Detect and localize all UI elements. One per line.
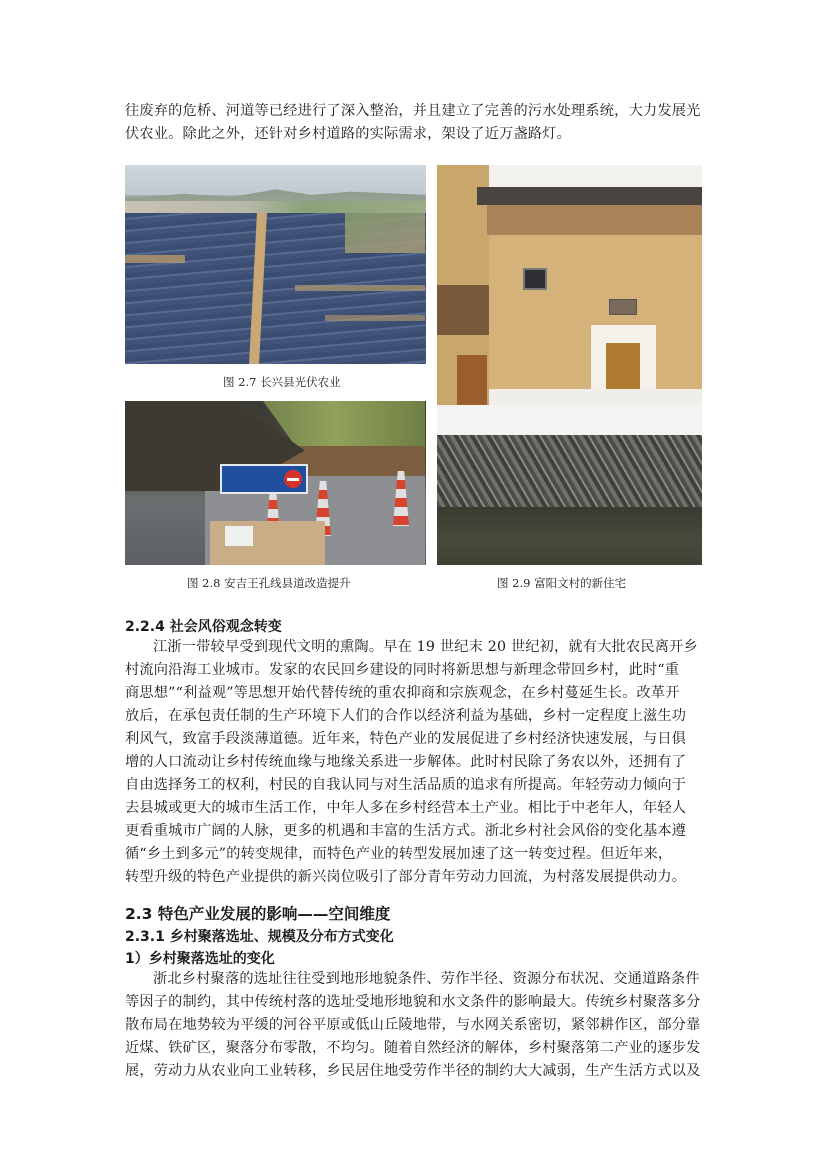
body-text-line: 散布局在地势较为平缓的河谷平原或低山丘陵地带，与水网关系密切，紧邻耕作区，部分靠 (125, 1017, 701, 1033)
figure-2-7-caption: 图 2.7 长兴县光伏农业 (223, 375, 341, 389)
stone-embankment (437, 435, 702, 507)
figure-2-9-caption: 图 2.9 富阳文村的新住宅 (497, 576, 627, 590)
railing (437, 405, 702, 437)
figure-2-8-caption: 图 2.8 安吉王孔线县道改造提升 (187, 576, 351, 590)
body-text-line: 自由选择务工的权利，村民的自我认同与对生活品质的追求有所提高。年轻劳动力倾向于 (125, 777, 687, 793)
no-entry-icon (284, 470, 302, 488)
item-heading-1: 1）乡村聚落选址的变化 (125, 951, 275, 967)
road-closed-sign (220, 464, 308, 494)
body-text-line: 更看重城市广阔的人脉，更多的机遇和丰富的生活方式。浙北乡村社会风俗的变化基本遵 (125, 823, 687, 839)
balcony (437, 285, 489, 335)
body-text-line: 等因子的制约，其中传统村落的选址受地形地貌和水文条件的影响最大。传统乡村聚落多分 (125, 994, 701, 1010)
wooden-eave (487, 205, 702, 235)
figure-2-7-image (125, 165, 426, 364)
body-text-line: 商思想”“利益观”等思想开始代替传统的重农抑商和宗族观念，在乡村蔓延生长。改革开 (125, 685, 680, 701)
body-text-line: 循“乡土到多元”的转变规律，而特色产业的转型发展加速了这一转变过程。但近年来， (125, 846, 673, 862)
window (523, 268, 547, 290)
section-heading-2-2-4: 2.2.4 社会风俗观念转变 (125, 619, 282, 635)
side-door (457, 355, 487, 410)
body-text-line: 放后，在承包责任制的生产环境下人们的合作以经济利益为基础，乡村一定程度上滋生功 (125, 708, 687, 724)
body-text-line: 展，劳动力从农业向工业转移，乡民居住地受劳作半径的制约大大减弱，生产生活方式以及 (125, 1063, 701, 1079)
body-text-line: 利风气，致富手段淡薄道德。近年来，特色产业的发展促进了乡村经济快速发展，与日俱 (125, 731, 687, 747)
body-text-line: 浙北乡村聚落的选址往往受到地形地貌条件、劳作半径、资源分布状况、交通道路条件 (153, 971, 700, 987)
figure-2-8-image (125, 401, 426, 565)
box (225, 526, 253, 546)
dirt-strip (325, 315, 425, 321)
vent-window (609, 299, 637, 315)
green-field (345, 213, 425, 253)
body-text-line: 村流向沿海工业城市。发家的农民回乡建设的同时将新思想与新理念带回乡村，此时“重 (125, 662, 680, 678)
figure-2-9-image (437, 165, 702, 565)
section-heading-2-3: 2.3 特色产业发展的影响——空间维度 (125, 905, 391, 923)
body-text-line: 伏农业。除此之外，还针对乡村道路的实际需求，架设了近万盏路灯。 (125, 126, 572, 142)
river-water (437, 507, 702, 565)
body-text-line: 往废弃的危桥、河道等已经进行了深入整治，并且建立了完善的污水处理系统，大力发展光 (125, 103, 701, 119)
body-text-line: 近煤、铁矿区，聚落分布零散，不均匀。随着自然经济的解体，乡村聚落第二产业的逐步发 (125, 1040, 701, 1056)
body-text-line: 去县城或更大的城市生活工作，中年人多在乡村经营本土产业。相比于中老年人，年轻人 (125, 800, 687, 816)
tile-roof (477, 187, 702, 205)
body-text-line: 增的人口流动让乡村传统血缘与地缘关系进一步解体。此时村民除了务农以外，还拥有了 (125, 754, 687, 770)
dirt-strip (125, 255, 185, 263)
section-heading-2-3-1: 2.3.1 乡村聚落选址、规模及分布方式变化 (125, 929, 394, 945)
dirt-strip (295, 285, 425, 291)
body-text-line: 江浙一带较早受到现代文明的熏陶。早在 19 世纪末 20 世纪初，就有大批农民离开乡 (153, 639, 698, 655)
body-text-line: 转型升级的特色产业提供的新兴岗位吸引了部分青年劳动力回流，为村落发展提供动力。 (125, 869, 687, 885)
